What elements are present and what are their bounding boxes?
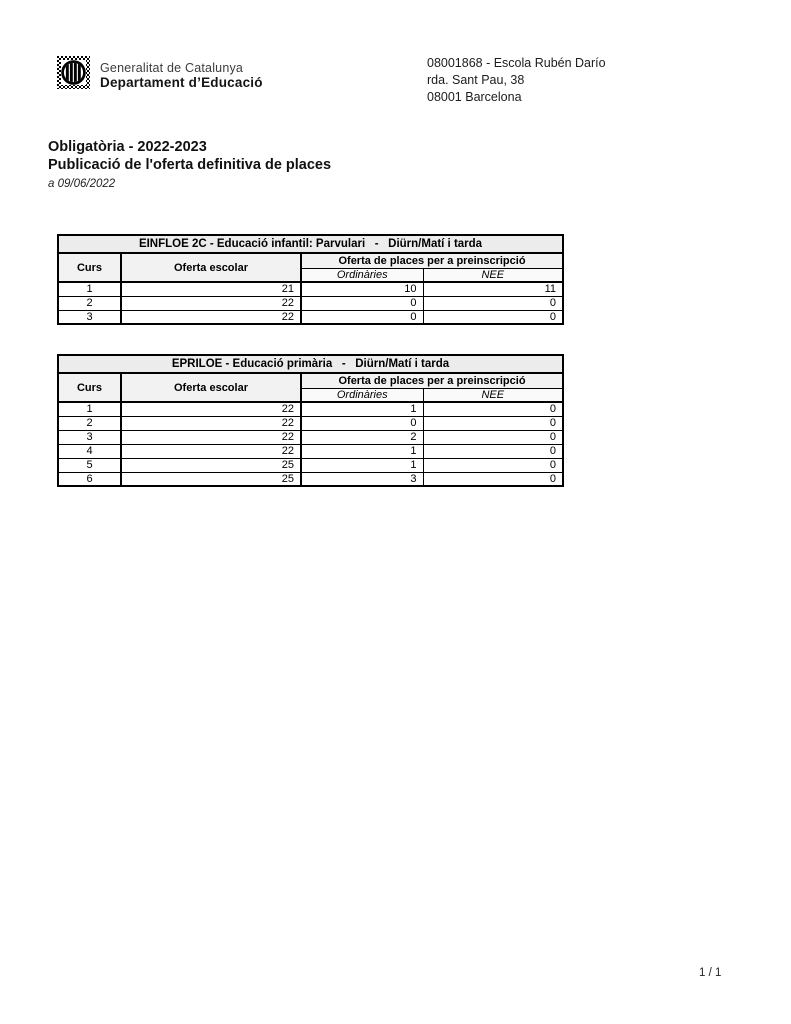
col-header-oferta-escolar: Oferta escolar	[121, 373, 301, 402]
table-title-row	[58, 355, 563, 373]
school-street: rda. Sant Pau, 38	[427, 73, 525, 87]
cell-oferta-escolar: 21	[121, 282, 301, 296]
cell-nee: 0	[423, 430, 563, 444]
table-row	[58, 402, 563, 416]
table-einfloe	[57, 234, 564, 325]
col-header-curs: Curs	[58, 253, 121, 282]
cell-ordinaries: 3	[301, 472, 423, 486]
table-title-row	[58, 235, 563, 253]
col-header-curs: Curs	[58, 373, 121, 402]
cell-nee: 0	[423, 444, 563, 458]
table-row	[58, 310, 563, 324]
school-code-name: 08001868 - Escola Rubén Darío	[427, 56, 606, 70]
table-row	[58, 296, 563, 310]
cell-nee: 0	[423, 402, 563, 416]
cell-ordinaries: 0	[301, 296, 423, 310]
cell-ordinaries: 0	[301, 416, 423, 430]
col-header-group: Oferta de places per a preinscripció	[301, 253, 563, 268]
cell-oferta-escolar: 22	[121, 296, 301, 310]
org-name: Generalitat de Catalunya	[100, 61, 244, 75]
table-row	[58, 416, 563, 430]
table-epriloe	[57, 354, 564, 487]
cell-ordinaries: 2	[301, 430, 423, 444]
cell-curs: 5	[58, 458, 121, 472]
cell-nee: 0	[423, 310, 563, 324]
table-body	[58, 282, 563, 324]
cell-nee: 11	[423, 282, 563, 296]
table-row	[58, 472, 563, 486]
cell-oferta-escolar: 22	[121, 310, 301, 324]
table-row	[58, 282, 563, 296]
table-title: EPRILOE - Educació primària - Diürn/Matí i tarda	[58, 355, 563, 373]
cell-curs: 3	[58, 310, 121, 324]
brand-header	[57, 56, 263, 90]
department-name: Departament d’Educació	[100, 75, 263, 90]
doc-date: a 09/06/2022	[48, 178, 116, 190]
table-header-row	[58, 373, 563, 388]
col-header-nee: NEE	[423, 268, 563, 282]
cell-nee: 0	[423, 458, 563, 472]
table-row	[58, 430, 563, 444]
cell-curs: 1	[58, 282, 121, 296]
cell-oferta-escolar: 25	[121, 472, 301, 486]
table-body	[58, 402, 563, 486]
brand-text	[100, 56, 263, 90]
doc-title-line1: Obligatòria - 2022-2023	[48, 139, 207, 155]
cell-curs: 4	[58, 444, 121, 458]
cell-oferta-escolar: 22	[121, 402, 301, 416]
col-header-ordinaries: Ordinàries	[301, 268, 423, 282]
cell-ordinaries: 1	[301, 444, 423, 458]
school-city: 08001 Barcelona	[427, 90, 522, 104]
document-title-block	[48, 138, 331, 191]
cell-ordinaries: 0	[301, 310, 423, 324]
cell-nee: 0	[423, 296, 563, 310]
cell-curs: 6	[58, 472, 121, 486]
cell-ordinaries: 10	[301, 282, 423, 296]
cell-ordinaries: 1	[301, 402, 423, 416]
cell-nee: 0	[423, 472, 563, 486]
generalitat-logo-icon	[57, 56, 90, 89]
col-header-nee: NEE	[423, 388, 563, 402]
col-header-oferta-escolar: Oferta escolar	[121, 253, 301, 282]
school-info	[427, 55, 606, 106]
cell-ordinaries: 1	[301, 458, 423, 472]
table-row	[58, 444, 563, 458]
cell-curs: 3	[58, 430, 121, 444]
col-header-group: Oferta de places per a preinscripció	[301, 373, 563, 388]
cell-oferta-escolar: 25	[121, 458, 301, 472]
table-header-row	[58, 253, 563, 268]
doc-title-line2: Publicació de l'oferta definitiva de places	[48, 157, 332, 173]
cell-oferta-escolar: 22	[121, 416, 301, 430]
cell-oferta-escolar: 22	[121, 430, 301, 444]
page-number: 1 / 1	[699, 967, 722, 979]
cell-nee: 0	[423, 416, 563, 430]
col-header-ordinaries: Ordinàries	[301, 388, 423, 402]
cell-curs: 2	[58, 416, 121, 430]
cell-curs: 2	[58, 296, 121, 310]
table-row	[58, 458, 563, 472]
table-title: EINFLOE 2C - Educació infantil: Parvulari - Diürn/Matí i tarda	[58, 235, 563, 253]
cell-oferta-escolar: 22	[121, 444, 301, 458]
cell-curs: 1	[58, 402, 121, 416]
